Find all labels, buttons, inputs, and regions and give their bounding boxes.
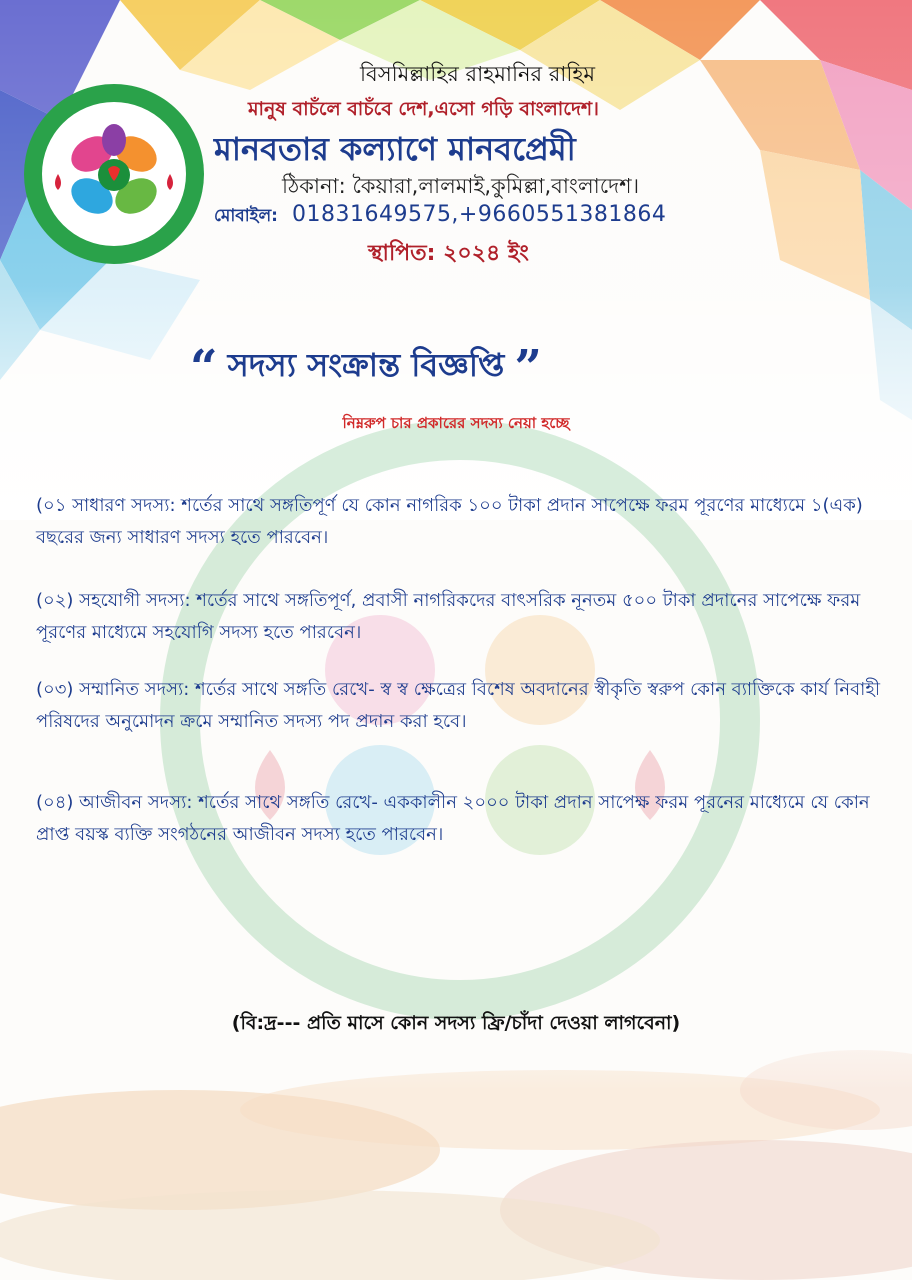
- member-type-honorary: (০৩) সম্মানিত সদস্য: শর্তের সাথে সঙ্গতি রেখে- স্ব স্ব ক্ষেত্রের বিশেষ অবদানের স্বীকৃতি স্বরুপ কোন ব্যাক্তিকে কার্য নিবাহী পরিষদের অনুমোদন ক্রমে সম্মানিত সদস্য পদ প্রদান করা হবে।: [36, 679, 880, 732]
- bismillah-text: বিসমিল্লাহির রাহমানির রাহিম: [360, 62, 596, 86]
- notice-title: [190, 340, 750, 396]
- mobile-numbers: 01831649575,+9660551381864: [291, 202, 667, 227]
- mobile-label: মোবাইল:: [214, 206, 278, 226]
- organization-name: মানবতার কল্যাণে মানবপ্রেমী: [214, 130, 576, 168]
- footer-background: [0, 1000, 912, 1280]
- slogan-text: মানুষ বাচঁলে বাচঁবে দেশ,এসো গড়ি বাংলাদেশ।: [248, 98, 599, 120]
- close-quote: ”: [514, 340, 542, 396]
- address-text: ঠিকানা: কৈয়ারা,লালমাই,কুমিল্লা,বাংলাদেশ।: [282, 174, 640, 198]
- footer-note: (বি:দ্র--- প্রতি মাসে কোন সদস্য ফ্রি/চাঁদা দেওয়া লাগবেনা): [231, 1012, 681, 1034]
- member-type-associate: (০২) সহযোগী সদস্য: শর্তের সাথে সঙ্গতিপূর্ণ, প্রবাসী নাগরিকদের বাৎসরিক নূনতম ৫০০ টাকা প্রদানের সাপেক্ষে ফরম পূরণের মাধ্যেমে সহযোগি সদস্য হতে পারবেন।: [36, 590, 861, 643]
- hands-icon: [54, 114, 174, 234]
- member-type-lifetime: (০৪) আজীবন সদস্য: শর্তের সাথে সঙ্গতি রেখে- এককালীন ২০০০ টাকা প্রদান সাপেক্ষ ফরম পূরনের মাধ্যেমে যে কোন প্রাপ্ত বয়স্ক ব্যক্তি সংগঠনের আজীবন সদস্য হতে পারবেন।: [36, 792, 870, 845]
- open-quote: “: [190, 340, 218, 396]
- notice-title-text: সদস্য সংক্রান্ত বিজ্ঞপ্তি: [227, 346, 505, 384]
- member-type-general: (০১ সাধারণ সদস্য: শর্তের সাথে সঙ্গতিপূর্ণ যে কোন নাগরিক ১০০ টাকা প্রদান সাপেক্ষে ফরম পূরণের মাধ্যেমে ১(এক) বছরের জন্য সাধারণ সদস্য হতে পারবেন।: [36, 495, 863, 548]
- established-text: স্থাপিত: ২০২৪ ইং: [368, 241, 529, 266]
- organization-logo: [24, 84, 204, 264]
- notice-subtitle: নিম্নরুপ চার প্রকারের সদস্য নেয়া হচ্ছে: [342, 414, 570, 432]
- mobile-line: [214, 202, 814, 231]
